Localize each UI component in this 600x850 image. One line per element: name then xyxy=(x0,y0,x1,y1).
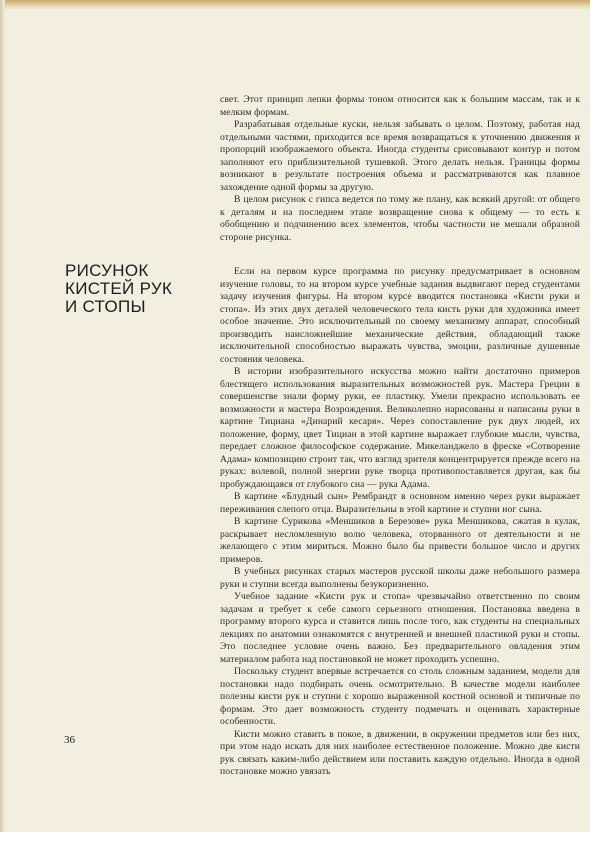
body-paragraph-3: В картине «Блудный сын» Рембрандт в основном именно через руки выражает переживания слепого отца. Выразительны в этой картине и ступни ног сына. xyxy=(220,491,580,515)
section-title-line-1: РИСУНОК xyxy=(65,261,149,280)
main-text-block xyxy=(220,266,580,779)
body-paragraph-6: Учебное задание «Кисти рук и стопа» чрезвычайно ответственно по своим задачам и требует к себе самого серьезного отношения. Постановка введена в программу второго курса и ставится лишь после того, как студенты на специальных лекциях по анатомии ознакомятся с внутренней и внешней пластикой руки и стопы. Это последнее условие очень важно. Без предварительного овладения этим материалом работа над постановкой не может проходить успешно. xyxy=(220,591,580,665)
body-paragraph-1: Если на первом курсе программа по рисунку предусматривает в основном изучение головы, то на втором курсе учебные задания выдвигают перед студентами задачу изучения фигуры. На втором курсе вводится постановка «Кисти руки и стопа». Из этих двух деталей человеческого тела кисть руки для художника имеет особое значение. Это исключительный по своему механизму аппарат, способный производить наисложнейшие механические действия, обладающий также исключительной способностью выражать чувства, эмоции, различные душевные состояния человека. xyxy=(220,266,580,365)
section-title-line-2: КИСТЕЙ РУК xyxy=(65,279,173,298)
body-paragraph-7: Поскольку студент впервые встречается со столь сложным заданием, модели для постановки надо подбирать очень осмотрительно. В качестве модели наиболее полезны кисти рук и ступни с хорошо выраженной костной основой и типичные по формам. Это дает возможность студенту подмечать и оценивать характерные особенности. xyxy=(220,666,580,727)
body-paragraph-2: В истории изобразительного искусства можно найти достаточно примеров блестящего использования выразительных возможностей рук. Мастера Греции в совершенстве знали форму руки, ее пластику. Умели прекрасно использовать ее возможности и мастера Возрождения. Великолепно нарисованы и написаны руки в картине Тициана «Динарий кесаря». Через сопоставление рук двух людей, их положение, форму, цвет Тициан в этой картине выражает глубокие мысли, чувства, передает сложное философское содержание. Микеланджело в фреске «Сотворение Адама» композицию строит так, что взгляд зрителя концентрируется прежде всего на руках: волевой, полной энергии руке творца противопоставляется другая, как бы пробуждающаяся от глубокого сна — рука Адама. xyxy=(220,366,580,490)
page-top-edge xyxy=(0,0,590,10)
intro-paragraph-3: В целом рисунок с гипса ведется по тому же плану, как всякий другой: от общего к деталям и на последнем этапе возвращение снова к общему — то есть к обобщению и подчинению всех элементов, чтобы частности не мешали образной стороне рисунка. xyxy=(220,194,580,243)
intro-paragraph-2: Разрабатывая отдельные куски, нельзя забывать о целом. Поэтому, работая над отдельными частями, приходится все время возвращаться к уточнению движения и пропорций изображаемого объекта. Иногда студенты срисовывают контур и потом заполняют его приблизительной тушевкой. Этого делать нельзя. Границы формы возникают в результате построения объема и рассматриваются как плавное захождение одной формы за другую. xyxy=(220,119,580,193)
intro-text-block xyxy=(220,94,580,244)
page-left-edge xyxy=(0,0,5,832)
page-number: 36 xyxy=(64,734,75,746)
section-title-line-3: И СТОПЫ xyxy=(65,297,146,316)
body-paragraph-8: Кисти можно ставить в покое, в движении, в окружении предметов или без них, при этом надо искать для них наиболее естественное положение. Можно две кисти рук связать каким-либо действием или поставить каждую отдельно. Иногда в одной постановке можно увязать xyxy=(220,728,580,777)
intro-paragraph-1: свет. Этот принцип лепки формы тоном относится как к большим массам, так и к мелким формам. xyxy=(220,94,580,118)
body-paragraph-4: В картине Сурикова «Меншиков в Березове» рука Меншикова, сжатая в кулак, раскрывает несломленную волю человека, оторванного от деятельности и не желающего с этим мириться. Можно было бы привести большое число и других примеров. xyxy=(220,516,580,565)
body-paragraph-5: В учебных рисунках старых мастеров русской школы даже небольшого размера руки и ступни всегда выполнены безукоризненно. xyxy=(220,566,580,590)
section-title xyxy=(65,262,172,316)
